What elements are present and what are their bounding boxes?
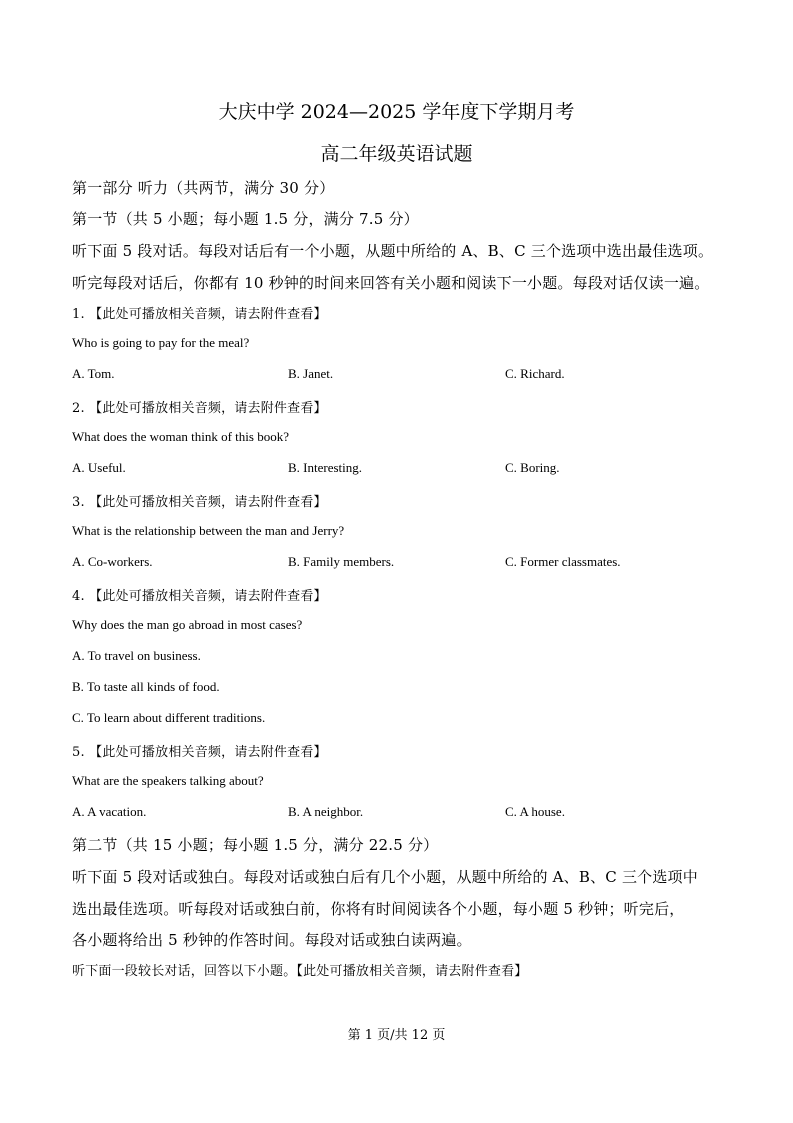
section2-instructions-line3: 各小题将给出 5 秒钟的作答时间。每段对话或独白读两遍。	[72, 931, 472, 949]
q5-option-b: B. A neighbor.	[288, 804, 364, 819]
section1-heading: 第一节（共 5 小题；每小题 1.5 分，满分 7.5 分）	[72, 210, 419, 228]
q2-option-b: B. Interesting.	[288, 460, 363, 475]
audio-note-3: 3. 【此处可播放相关音频，请去附件查看】	[72, 495, 327, 510]
question-3: What is the relationship between the man and Jerry?	[72, 523, 345, 538]
section1-instructions-line2: 听完每段对话后，你都有 10 秒钟的时间来回答有关小题和阅读下一小题。每段对话仅读一遍。	[72, 274, 710, 292]
question-2: What does the woman think of this book?	[72, 429, 289, 444]
q3-option-c: C. Former classmates.	[505, 554, 621, 569]
q3-option-a: A. Co-workers.	[72, 554, 153, 569]
q1-option-c: C. Richard.	[505, 366, 565, 381]
q5-option-c: C. A house.	[505, 804, 565, 819]
q2-option-c: C. Boring.	[505, 460, 560, 475]
question-1: Who is going to pay for the meal?	[72, 335, 250, 350]
q4-option-b: B. To taste all kinds of food.	[72, 679, 220, 694]
section2-instructions-line1: 听下面 5 段对话或独白。每段对话或独白后有几个小题，从题中所给的 A、B、C 三个选项中	[72, 868, 698, 886]
audio-note-1: 1. 【此处可播放相关音频，请去附件查看】	[72, 307, 327, 322]
dialogue-intro: 听下面一段较长对话，回答以下小题。【此处可播放相关音频，请去附件查看】	[72, 964, 528, 979]
section1-instructions-line1: 听下面 5 段对话。每段对话后有一个小题，从题中所给的 A、B、C 三个选项中选出最佳选项。	[72, 242, 714, 260]
page-number: 第 1 页/共 12 页	[347, 1028, 446, 1043]
q1-option-a: A. Tom.	[72, 366, 115, 381]
question-4: Why does the man go abroad in most cases?	[72, 617, 303, 632]
audio-note-4: 4. 【此处可播放相关音频，请去附件查看】	[72, 589, 327, 604]
exam-subtitle: 高二年级英语试题	[320, 143, 473, 165]
audio-note-5: 5. 【此处可播放相关音频，请去附件查看】	[72, 745, 327, 760]
audio-note-2: 2. 【此处可播放相关音频，请去附件查看】	[72, 401, 327, 416]
part1-heading: 第一部分 听力（共两节，满分 30 分）	[72, 179, 335, 197]
exam-title: 大庆中学 2024—2025 学年度下学期月考	[218, 101, 575, 123]
q4-option-c: C. To learn about different traditions.	[72, 710, 266, 725]
section2-instructions-line2: 选出最佳选项。听每段对话或独白前，你将有时间阅读各个小题，每小题 5 秒钟；听完后，	[72, 900, 685, 918]
q1-option-b: B. Janet.	[288, 366, 334, 381]
q5-option-a: A. A vacation.	[72, 804, 147, 819]
q4-option-a: A. To travel on business.	[72, 648, 201, 663]
question-5: What are the speakers talking about?	[72, 773, 264, 788]
section2-heading: 第二节（共 15 小题；每小题 1.5 分，满分 22.5 分）	[72, 836, 439, 854]
q3-option-b: B. Family members.	[288, 554, 395, 569]
q2-option-a: A. Useful.	[72, 460, 126, 475]
